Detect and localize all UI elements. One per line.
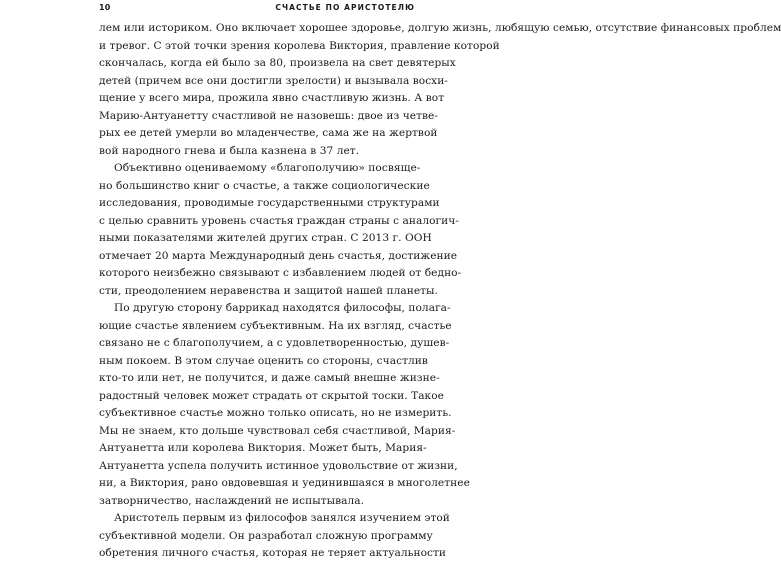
- text-line: щение у всего мира, прожила явно счастливую жизнь. А вот: [99, 92, 445, 104]
- text-line: радостный человек может страдать от скрытой тоски. Такое: [99, 389, 444, 402]
- text-line: сти, преодолением неравенства и защитой нашей планеты.: [99, 284, 438, 297]
- page-number: 10: [99, 3, 111, 12]
- paragraph-4: [99, 510, 450, 563]
- paragraph-1: [99, 20, 781, 160]
- text-line: скончалась, когда ей было за 80, произвела на свет девятерых: [99, 57, 456, 69]
- text-line: ни, а Виктория, рано овдовевшая и уединившаяся в многолетнее: [99, 477, 470, 489]
- text-line: кто-то или нет, не получится, и даже самый внешне жизне-: [99, 372, 440, 384]
- text-line: вой народного гнева и была казнена в 37 лет.: [99, 144, 360, 157]
- text-line: ным покоем. В этом случае оценить со стороны, счастлив: [99, 354, 428, 367]
- text-line: Объективно оцениваемому «благополучию» посвяще-: [114, 162, 421, 174]
- text-line: Антуанетта или королева Виктория. Может быть, Мария-: [99, 442, 427, 454]
- text-line: ными показателями жителей других стран. С 2013 г. ООН: [99, 232, 432, 244]
- running-title: СЧАСТЬЕ ПО АРИСТОТЕЛЮ: [275, 3, 415, 12]
- text-line: ющие счастье явлением субъективным. На их взгляд, счастье: [99, 319, 452, 332]
- text-line: отмечает 20 марта Международный день счастья, достижение: [99, 249, 458, 262]
- text-line: затворничество, наслаждений не испытывала.: [99, 494, 365, 507]
- page-header: [99, 3, 415, 12]
- text-line: По другую сторону баррикад находятся философы, полага-: [114, 302, 451, 314]
- text-line: Марию-Антуанетту счастливой не назовешь: двое из четве-: [99, 109, 438, 122]
- text-line: с целью сравнить уровень счастья граждан страны с аналогич-: [99, 214, 459, 227]
- text-line: субъективное счастье можно только описать, но не измерить.: [99, 407, 452, 419]
- paragraph-3: [99, 300, 470, 510]
- text-line: которого неизбежно связывают с избавлением людей от бедно-: [99, 267, 462, 279]
- text-line: Мы не знаем, кто дольше чувствовал себя счастливой, Мария-: [99, 424, 456, 437]
- text-line: но большинство книг о счастье, а также социологические: [99, 179, 430, 192]
- text-line: детей (причем все они достигли зрелости) и вызывала восхи-: [99, 74, 448, 87]
- text-line: Аристотель первым из философов занялся изучением этой: [114, 512, 450, 524]
- text-line: и тревог. С этой точки зрения королева Виктория, правление которой: [99, 39, 500, 52]
- paragraph-2: [99, 160, 462, 300]
- text-line: обретения личного счастья, которая не теряет актуальности: [99, 547, 447, 559]
- text-line: рых ее детей умерли во младенчестве, сама же на жертвой: [99, 127, 438, 139]
- text-line: связано не с благополучием, а с удовлетворенностью, душев-: [99, 337, 450, 349]
- text-line: лем или историком. Оно включает хорошее здоровье, долгую жизнь, любящую семью, отсутствие финансовых проблем: [99, 22, 781, 34]
- body-text: [99, 20, 781, 563]
- text-line: субъективной модели. Он разработал сложную программу: [99, 529, 433, 542]
- text-line: Антуанетта успела получить истинное удовольствие от жизни,: [99, 459, 458, 472]
- text-line: исследования, проводимые государственными структурами: [99, 197, 440, 209]
